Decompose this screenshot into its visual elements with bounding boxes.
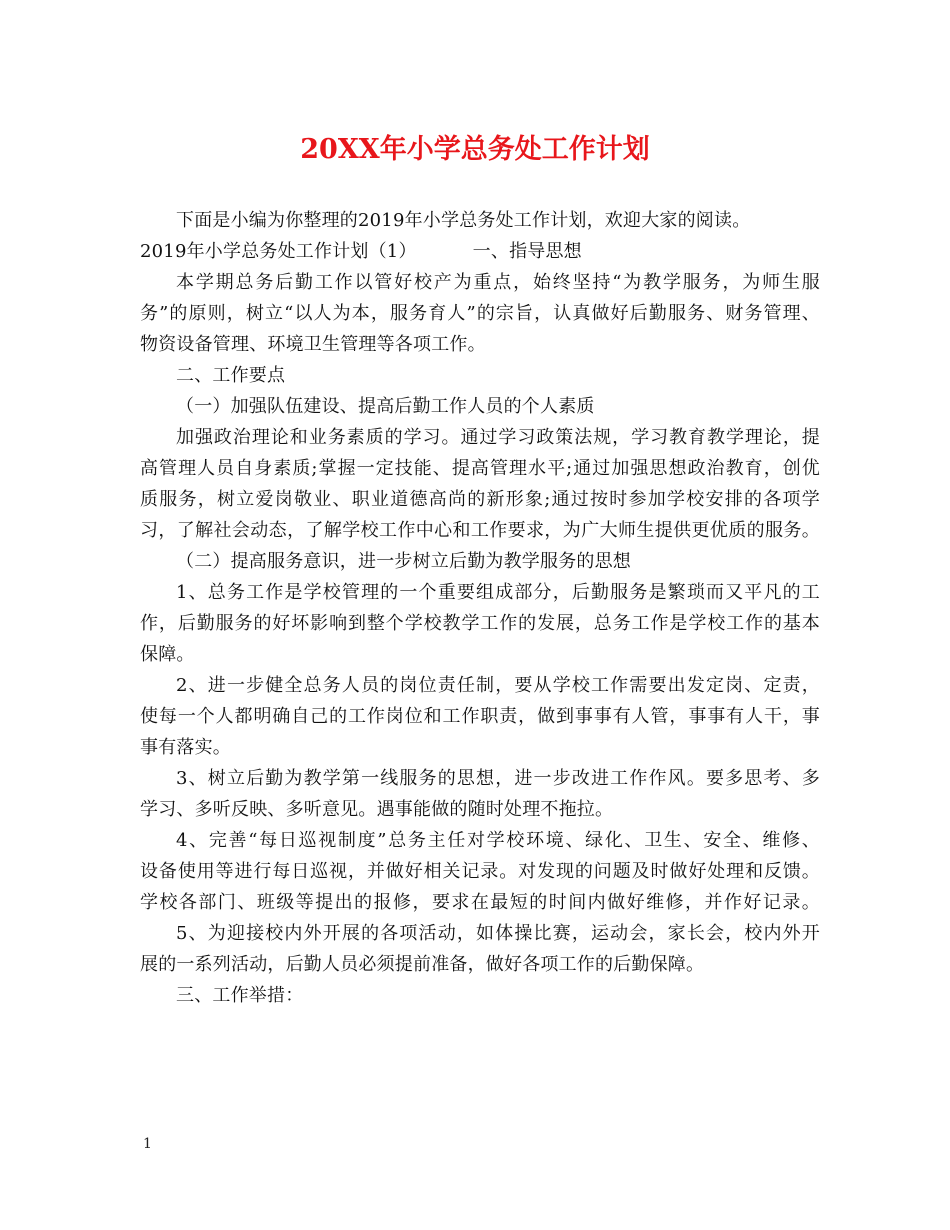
paragraph-line: 3、树立后勤为教学第一线服务的思想，进一步改进工作作风。要多思考、多 [176,768,820,789]
page-number: 1 [143,1136,152,1152]
paragraph-line: 高管理人员自身素质;掌握一定技能、提高管理水平;通过加强思想政治教育，创优 [140,458,820,479]
paragraph-line: 设备使用等进行每日巡视，并做好相关记录。对发现的问题及时做好处理和反馈。 [140,861,820,882]
paragraph-line: 2、进一步健全总务人员的岗位责任制，要从学校工作需要出发定岗、定责， [176,675,820,696]
paragraph-line: （一）加强队伍建设、提高后勤工作人员的个人素质 [176,396,595,417]
paragraph-line: 质服务，树立爱岗敬业、职业道德高尚的新形象;通过按时参加学校安排的各项学 [140,489,820,510]
document-title: 20XX年小学总务处工作计划 [300,134,650,165]
paragraph-line [140,236,820,267]
paragraph-line: 三、工作举措： [176,985,304,1006]
paragraph-line: 学校各部门、班级等提出的报修，要求在最短的时间内做好维修，并作好记录。 [140,892,820,913]
paragraph-line: 4、完善“每日巡视制度”总务主任对学校环境、绿化、卫生、安全、维修、 [176,830,820,851]
paragraph-line: 使每一个人都明确自己的工作岗位和工作职责，做到事事有人管，事事有人干，事 [140,706,820,727]
paragraph-line: 作，后勤服务的好坏影响到整个学校教学工作的发展，总务工作是学校工作的基本 [140,613,820,634]
paragraph-line: 本学期总务后勤工作以管好校产为重点，始终坚持“为教学服务，为师生服 [176,272,820,293]
section-heading: 一、指导思想 [472,241,582,262]
paragraph-line: 物资设备管理、环境卫生管理等各项工作。 [140,334,486,355]
document-body [140,205,820,1011]
paragraph-line: 加强政治理论和业务素质的学习。通过学习政策法规，学习教育教学理论，提 [176,427,820,448]
paragraph-line: 1、总务工作是学校管理的一个重要组成部分，后勤服务是繁琐而又平凡的工 [176,582,820,603]
paragraph-line: 二、工作要点 [176,365,286,386]
paragraph-line: 务”的原则，树立“以人为本，服务育人”的宗旨，认真做好后勤服务、财务管理、 [140,303,820,324]
section-subtitle: 2019年小学总务处工作计划（1） [140,241,417,262]
paragraph-line: 学习、多听反映、多听意见。遇事能做的随时处理不拖拉。 [140,799,614,820]
paragraph-line: （二）提高服务意识，进一步树立后勤为教学服务的思想 [176,551,631,572]
paragraph-line: 下面是小编为你整理的2019年小学总务处工作计划，欢迎大家的阅读。 [176,210,751,231]
paragraph-line: 事有落实。 [140,737,231,758]
paragraph-line: 习，了解社会动态，了解学校工作中心和工作要求，为广大师生提供更优质的服务。 [140,520,820,541]
paragraph-line: 展的一系列活动，后勤人员必须提前准备，做好各项工作的后勤保障。 [140,954,705,975]
paragraph-line: 保障。 [140,644,195,665]
paragraph-line: 5、为迎接校内外开展的各项活动，如体操比赛，运动会，家长会，校内外开 [176,923,820,944]
